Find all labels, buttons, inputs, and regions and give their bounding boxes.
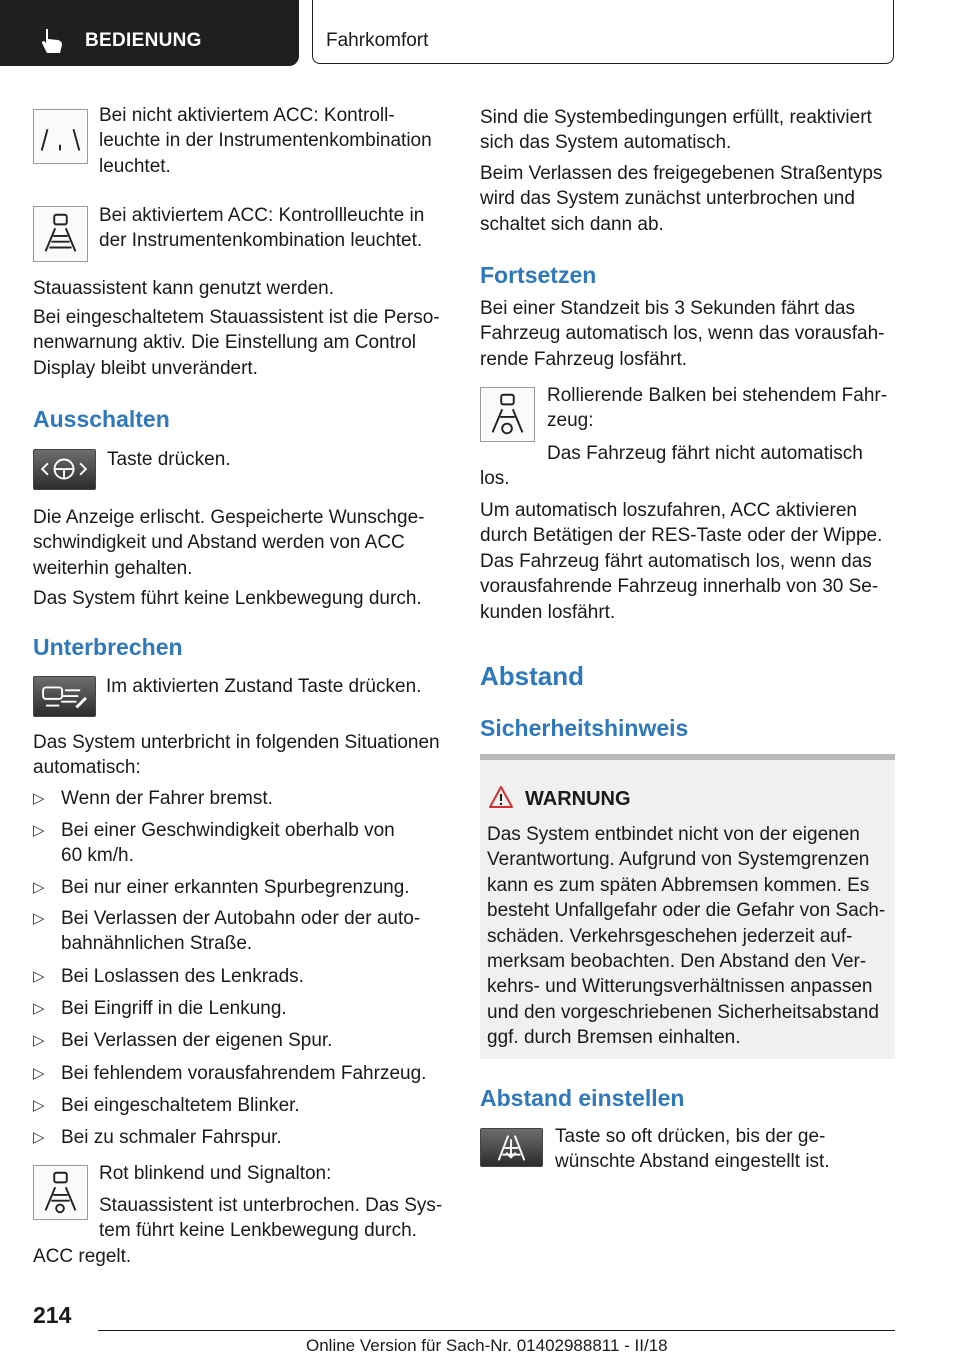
heading-fortsetzen: Fortsetzen [480,262,597,288]
section-title: BEDIENUNG [85,30,202,51]
acc-on-text: Bei aktiviertem ACC: Kontrollleuchte in der Instrumentenkombination leuchtet. [99,205,425,252]
paragraph: ACC regelt. [33,1246,132,1267]
warning-triangle-icon [488,785,514,809]
paragraph: Rollierende Balken bei stehendem Fahr- zeug: [547,385,888,432]
paragraph: Bei einer Standzeit bis 3 Sekunden fährt das Fahrzeug automatisch los, wenn das vorausfah- rende Fahrzeug losfährt. [480,298,885,370]
steering-wheel-button-icon [33,449,96,490]
paragraph: Taste so oft drücken, bis der ge- wünschte Abstand eingestellt ist. [555,1126,830,1173]
rolling-bars-indicator-icon [480,387,535,442]
warning-box [480,754,895,1059]
paragraph: Sind die Systembedingungen erfüllt, reaktiviert sich das System automatisch. [480,107,872,154]
paragraph: Bei eingeschaltetem Stauassistent ist die Perso- nenwarnung aktiv. Die Einstellung am Control Display bleibt unverändert. [33,307,440,379]
paragraph: Stauassistent ist unterbrochen. Das Sys- tem führt keine Lenkbewegung durch. [99,1195,443,1242]
acc-red-blinking-icon [33,1165,88,1220]
heading-abstand: Abstand [480,661,584,691]
heading-unterbrechen: Unterbrechen [33,634,183,660]
footer-divider [98,1330,895,1331]
warning-title: WARNUNG [525,788,631,810]
paragraph: Um automatisch loszufahren, ACC aktivieren durch Betätigen der RES-Taste oder der Wippe. Das Fahrzeug fährt automatisch los, wenn das vorausfahrende Fahrzeug innerhalb von 30 Se- kunden losfährt. [480,500,883,623]
hand-pointer-icon [38,27,68,55]
distance-button-icon [480,1128,543,1167]
interrupt-situations-list: ▷ Wenn der Fahrer bremst. ▷ Bei einer Geschwindigkeit oberhalb von 60 km/h. ▷ Bei nur einer erkannten Spurbegrenzung. ▷ Bei Verlassen der Autobahn oder der auto- bahnähnlichen Straße. ▷ Bei Loslassen des Lenkrads. ▷ Bei Eingriff in die Lenkung. ▷ Bei Verlassen der eigenen Spur. ▷ Bei fehlendem vorausfahrendem Fahrzeug. ▷ Bei eingeschaltetem Blinker. ▷ Bei zu schmaler Fahrspur. [33,788,427,1148]
heading-abstand-einstellen: Abstand einstellen [480,1085,685,1111]
paragraph: Im aktivierten Zustand Taste drücken. [106,676,422,697]
footer-text: Online Version für Sach-Nr. 01402988811 - II/18 [306,1336,668,1355]
heading-ausschalten: Ausschalten [33,406,170,432]
acc-off-indicator-icon [33,109,88,164]
paragraph: Das Fahrzeug fährt nicht automatisch [547,443,863,464]
paragraph: los. [480,468,510,489]
page-number: 214 [33,1302,72,1328]
interrupt-button-icon [33,676,96,717]
acc-on-indicator-icon [33,206,88,262]
acc-off-text: Bei nicht aktiviertem ACC: Kontroll- leuchte in der Instrumentenkombination leuchtet. [99,105,432,177]
paragraph: Stauassistent kann genutzt werden. [33,278,335,299]
warning-text: Das System entbindet nicht von der eigenen Verantwortung. Aufgrund von Systemgrenzen kann es zum späten Abbremsen kommen. Es besteht Unfallgefahr oder die Gefahr von Sach- schäden. Verkehrsgeschehen jederzeit auf- merksam beobachten. Den Abstand den Ver- kehrs- und Witterungsverhältnissen anpassen und den vorgeschriebenen Sicherheitsabstand ggf. durch Bremsen einhalten. [487,824,886,1049]
heading-sicherheitshinweis: Sicherheitshinweis [480,715,689,741]
paragraph: Das System führt keine Lenkbewegung durch. [33,588,422,609]
chapter-header [312,0,894,64]
section-tab [0,0,299,66]
paragraph: Beim Verlassen des freigegebenen Straßentyps wird das System zunächst unterbrochen und schaltet sich dann ab. [480,163,883,235]
paragraph: Rot blinkend und Signalton: [99,1163,332,1184]
paragraph: Taste drücken. [107,449,231,470]
chapter-title: Fahrkomfort [326,30,429,51]
paragraph: Die Anzeige erlischt. Gespeicherte Wunschge- schwindigkeit und Abstand werden von ACC weiterhin gehalten. [33,507,425,579]
paragraph: Das System unterbricht in folgenden Situationen automatisch: [33,732,440,779]
